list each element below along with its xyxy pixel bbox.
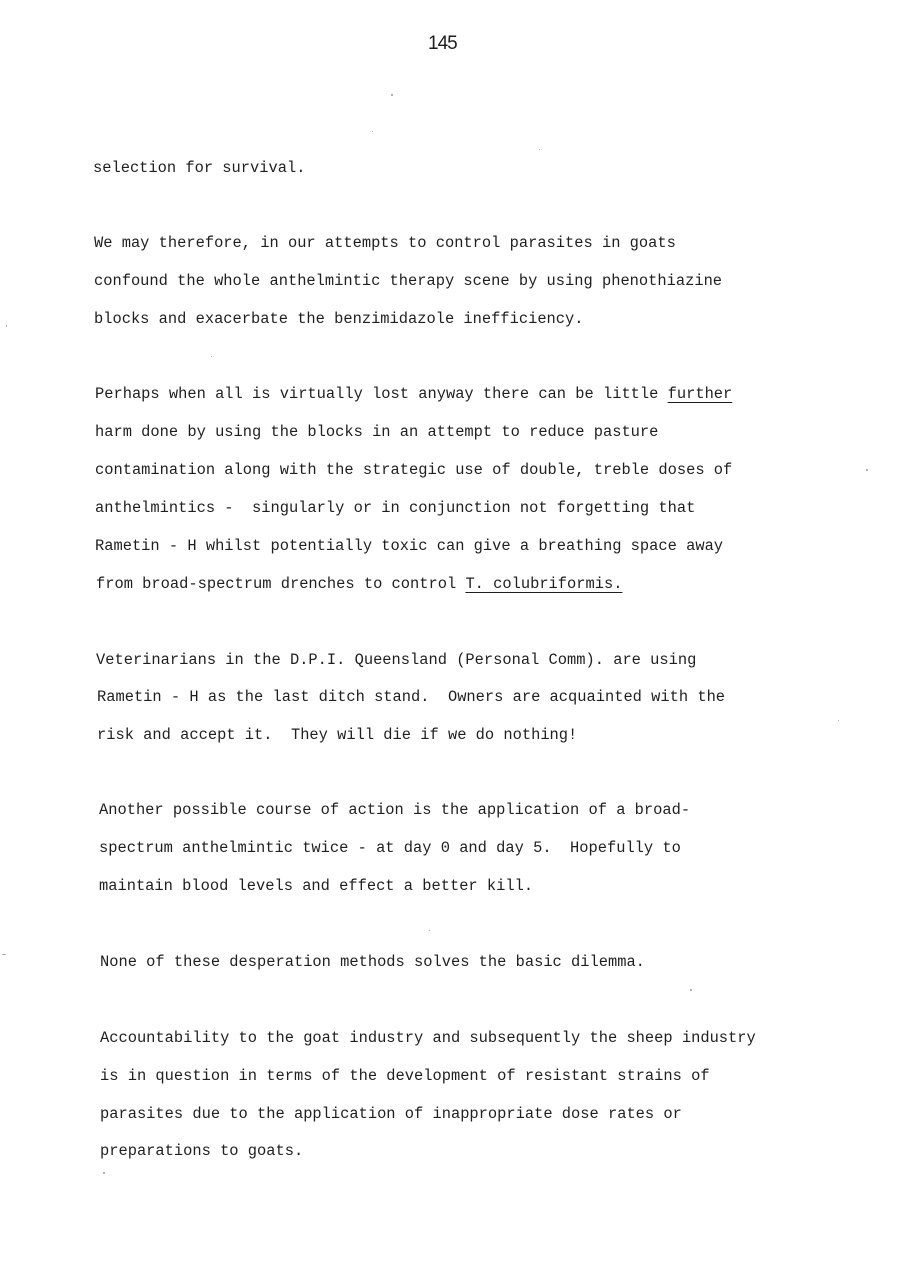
text-line: preparations to goats. (100, 1142, 304, 1160)
text-line: harm done by using the blocks in an attempt to reduce pasture (95, 423, 659, 441)
underlined-species-name: T. colubriformis. (465, 575, 623, 593)
scan-speck (372, 131, 373, 132)
text-line: anthelmintics - singularly or in conjunction not forgetting that (95, 499, 696, 517)
scan-speck (6, 325, 7, 327)
text-line: None of these desperation methods solves the basic dilemma. (100, 953, 645, 971)
text-line: contamination along with the strategic use of double, treble doses of (95, 461, 733, 479)
text-line: spectrum anthelmintic twice - at day 0 and day 5. Hopefully to (99, 839, 681, 857)
scan-speck (866, 469, 868, 471)
text-line: risk and accept it. They will die if we do nothing! (97, 726, 578, 744)
text-run: from broad-spectrum drenches to control (96, 575, 466, 593)
page-number: 145 (428, 33, 457, 54)
text-line: Another possible course of action is the application of a broad- (99, 801, 691, 819)
scan-speck (103, 1172, 105, 1174)
text-line: selection for survival. (93, 159, 306, 177)
scan-speck (539, 149, 540, 150)
scan-speck (211, 356, 212, 357)
text-line: confound the whole anthelmintic therapy scene by using phenothiazine (94, 272, 723, 290)
text-line: parasites due to the application of inappropriate dose rates or (100, 1105, 682, 1123)
scan-speck (429, 930, 430, 931)
text-line: blocks and exacerbate the benzimidazole inefficiency. (94, 310, 584, 328)
text-run: Perhaps when all is virtually lost anyway there can be little (95, 385, 668, 403)
scan-speck (391, 94, 393, 96)
text-line (95, 384, 732, 404)
text-line: We may therefore, in our attempts to control parasites in goats (94, 234, 676, 252)
text-line: maintain blood levels and effect a better kill. (99, 877, 534, 895)
text-line: Accountability to the goat industry and subsequently the sheep industry (100, 1029, 756, 1047)
text-line: is in question in terms of the development of resistant strains of (100, 1067, 710, 1085)
scan-speck (690, 989, 692, 991)
text-line: Rametin - H whilst potentially toxic can give a breathing space away (95, 537, 724, 555)
scan-speck (838, 720, 839, 721)
text-line (96, 574, 622, 594)
text-line: Veterinarians in the D.P.I. Queensland (Personal Comm). are using (96, 651, 697, 669)
text-line: Rametin - H as the last ditch stand. Owners are acquainted with the (97, 688, 726, 706)
underlined-word: further (667, 385, 733, 403)
scan-speck (2, 954, 6, 955)
